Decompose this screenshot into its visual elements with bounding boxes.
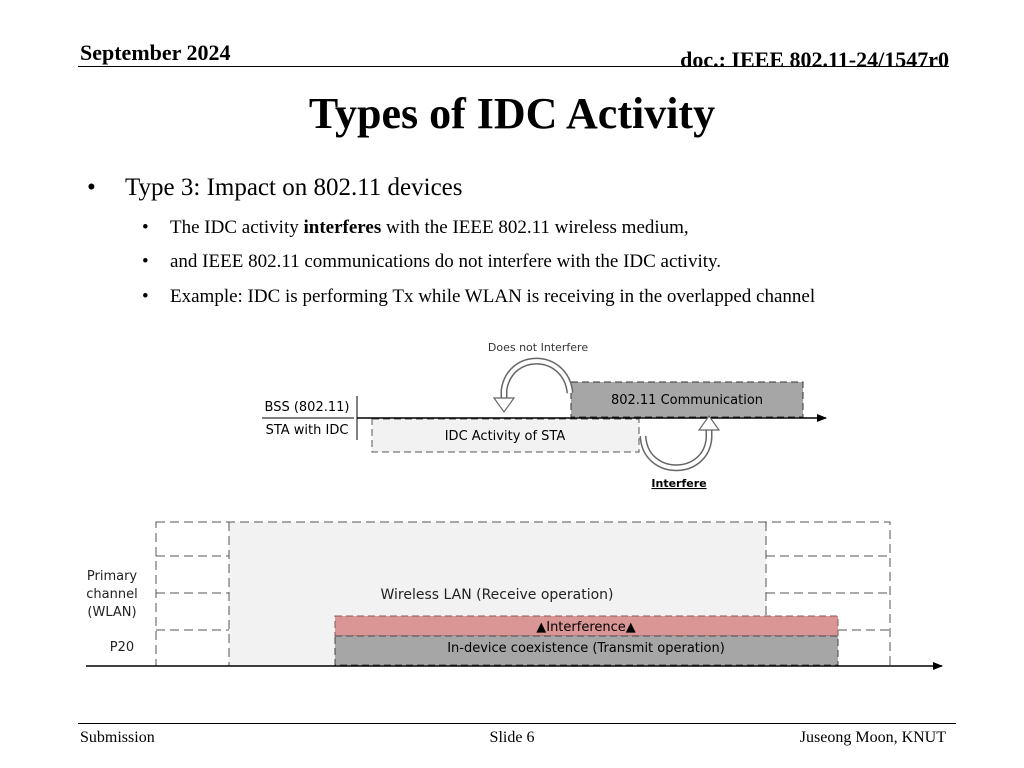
footer-slide-number: Slide 6 <box>489 729 535 746</box>
sub-bullet-marker: • <box>142 286 149 307</box>
idc-box-label: IDC Activity of STA <box>444 429 566 444</box>
sub-bullet-2: and IEEE 802.11 communications do not interfere with the IDC activity. <box>170 251 722 272</box>
bullet-marker: • <box>87 174 96 201</box>
bottom-diagram <box>86 522 942 666</box>
interference-label: ▲Interference▲ <box>536 620 636 635</box>
label-sta: STA with IDC <box>265 423 349 438</box>
sub-bullet-1-bold: interferes <box>303 217 382 238</box>
slide-title: Types of IDC Activity <box>308 89 716 138</box>
does-not-interfere-label: Does not Interfere <box>487 341 589 354</box>
sub-bullet-marker: • <box>142 251 149 272</box>
sub-bullet-3: Example: IDC is performing Tx while WLAN is receiving in the overlapped channel <box>170 286 816 307</box>
idc-tx-label: In-device coexistence (Transmit operation) <box>447 641 725 656</box>
label-p20: P20 <box>109 640 135 655</box>
header-date: September 2024 <box>80 40 231 65</box>
label-primary-2: channel <box>86 587 138 602</box>
comm-box-label: 802.11 Communication <box>610 393 764 408</box>
footer-submission: Submission <box>80 729 155 746</box>
footer-divider <box>78 723 956 724</box>
label-bss: BSS (802.11) <box>264 400 350 415</box>
sub-bullet-1-before: The IDC activity <box>170 217 304 238</box>
sub-bullet-1-after: with the IEEE 802.11 wireless medium, <box>381 217 689 238</box>
interfere-label: Interfere <box>651 477 707 490</box>
footer-author: Juseong Moon, KNUT <box>799 729 946 746</box>
does-not-interfere-arrow-shaft <box>504 361 570 400</box>
wlan-rx-label: Wireless LAN (Receive operation) <box>380 587 614 603</box>
label-primary-1: Primary <box>86 569 138 584</box>
label-primary-3: (WLAN) <box>87 605 137 620</box>
header-doc-id: doc.: IEEE 802.11-24/1547r0 <box>680 47 949 72</box>
does-not-interfere-arrow-head <box>494 398 514 412</box>
bullet-main: Type 3: Impact on 802.11 devices <box>125 174 463 201</box>
top-diagram <box>262 341 826 490</box>
sub-bullet-marker: • <box>142 217 149 238</box>
